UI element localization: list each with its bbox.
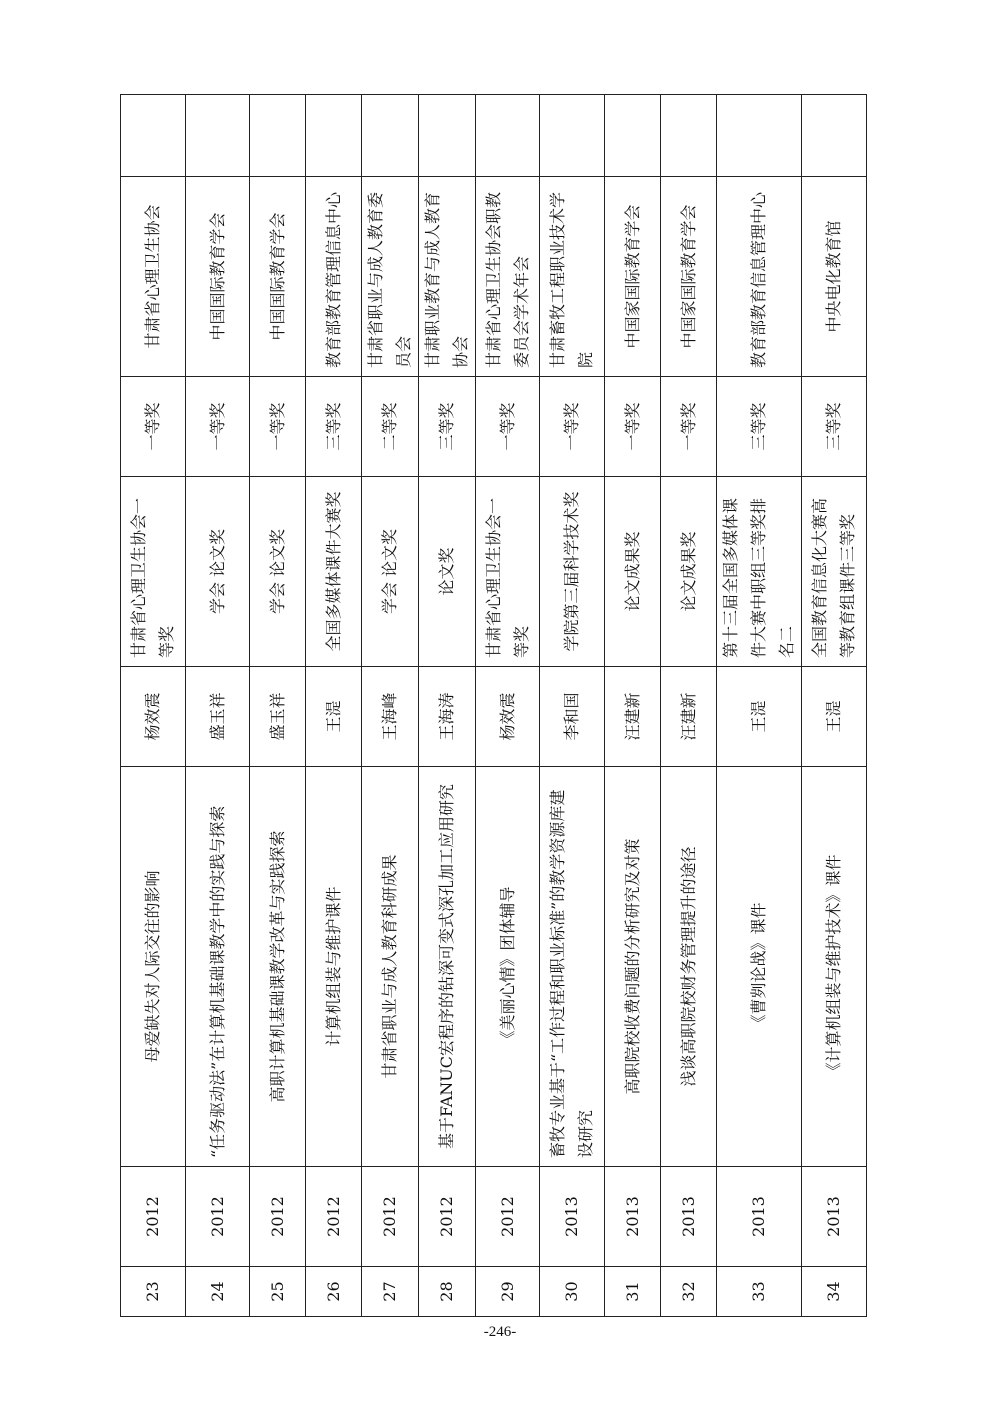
cell-grade: 一等奖	[250, 377, 306, 477]
cell-title: 浅谈高职院校财务管理提升的途径	[661, 767, 717, 1167]
cell-year: 2012	[186, 1167, 250, 1267]
cell-year: 2013	[717, 1167, 802, 1267]
cell-grade: 三等奖	[306, 377, 362, 477]
cell-org: 中国家国际教育学会	[661, 177, 717, 377]
cell-title: 《美丽心情》团体辅导	[476, 767, 540, 1167]
cell-award: 第十三届全国多媒体课件大赛中职组三等奖排名二	[717, 477, 802, 667]
page-number: -246-	[483, 1324, 517, 1340]
cell-year: 2012	[121, 1167, 186, 1267]
cell-org: 中国家国际教育学会	[605, 177, 661, 377]
cell-title: 高职计算机基础课教学改革与实践探索	[250, 767, 306, 1167]
table-row	[476, 95, 540, 1317]
cell-remark	[419, 95, 476, 177]
cell-author: 王湜	[306, 667, 362, 767]
cell-award: 论文奖	[419, 477, 476, 667]
cell-author: 王湜	[717, 667, 802, 767]
cell-award: 论文成果奖	[661, 477, 717, 667]
cell-year: 2012	[250, 1167, 306, 1267]
cell-grade: 一等奖	[186, 377, 250, 477]
cell-title: 畜牧专业基于“工作过程和职业标准”的教学资源库建设研究	[540, 767, 605, 1167]
cell-remark	[121, 95, 186, 177]
cell-author: 王湜	[802, 667, 867, 767]
cell-author: 汪建新	[605, 667, 661, 767]
cell-grade: 一等奖	[661, 377, 717, 477]
rotated-table-container	[120, 95, 857, 1317]
table-row	[121, 95, 186, 1317]
cell-award: 学会 论文奖	[186, 477, 250, 667]
cell-title: 高职院校收费问题的分析研究及对策	[605, 767, 661, 1167]
cell-title: 甘肃省职业与成人教育科研成果	[362, 767, 419, 1167]
table-row	[540, 95, 605, 1317]
table-row	[362, 95, 419, 1317]
cell-no: 29	[476, 1267, 540, 1317]
cell-award: 学会 论文奖	[362, 477, 419, 667]
cell-grade: 三等奖	[802, 377, 867, 477]
cell-year: 2013	[605, 1167, 661, 1267]
cell-grade: 二等奖	[362, 377, 419, 477]
table-row	[802, 95, 867, 1317]
cell-year: 2012	[306, 1167, 362, 1267]
cell-title: 基于FANUC宏程序的钻深可变式深孔加工应用研究	[419, 767, 476, 1167]
cell-org: 甘肃省心理卫生协会	[121, 177, 186, 377]
cell-author: 王海峰	[362, 667, 419, 767]
table-row	[661, 95, 717, 1317]
cell-remark	[717, 95, 802, 177]
cell-no: 26	[306, 1267, 362, 1317]
cell-grade: 一等奖	[121, 377, 186, 477]
cell-remark	[362, 95, 419, 177]
cell-year: 2013	[802, 1167, 867, 1267]
cell-year: 2012	[362, 1167, 419, 1267]
cell-remark	[661, 95, 717, 177]
cell-award: 全国教育信息化大赛高等教育组课件三等奖	[802, 477, 867, 667]
cell-author: 王海涛	[419, 667, 476, 767]
awards-table	[120, 94, 867, 1317]
cell-award: 学院第三届科学技术奖	[540, 477, 605, 667]
cell-no: 34	[802, 1267, 867, 1317]
cell-org: 教育部教育管理信息中心	[306, 177, 362, 377]
cell-no: 23	[121, 1267, 186, 1317]
cell-remark	[802, 95, 867, 177]
cell-org: 甘肃畜牧工程职业技术学院	[540, 177, 605, 377]
cell-remark	[186, 95, 250, 177]
cell-remark	[306, 95, 362, 177]
cell-grade: 一等奖	[476, 377, 540, 477]
table-row	[717, 95, 802, 1317]
cell-no: 27	[362, 1267, 419, 1317]
cell-grade: 一等奖	[540, 377, 605, 477]
cell-org: 甘肃省职业与成人教育委员会	[362, 177, 419, 377]
cell-author: 盛玉祥	[250, 667, 306, 767]
cell-award: 甘肃省心理卫生协会一等奖	[121, 477, 186, 667]
cell-org: 中国国际教育学会	[186, 177, 250, 377]
cell-author: 杨效震	[476, 667, 540, 767]
table-row	[250, 95, 306, 1317]
cell-grade: 三等奖	[717, 377, 802, 477]
cell-award: 论文成果奖	[605, 477, 661, 667]
cell-year: 2013	[540, 1167, 605, 1267]
cell-org: 中央电化教育馆	[802, 177, 867, 377]
cell-remark	[250, 95, 306, 177]
cell-author: 李和国	[540, 667, 605, 767]
cell-no: 30	[540, 1267, 605, 1317]
cell-org: 教育部教育信息管理中心	[717, 177, 802, 377]
cell-grade: 一等奖	[605, 377, 661, 477]
cell-no: 25	[250, 1267, 306, 1317]
cell-year: 2013	[661, 1167, 717, 1267]
cell-award: 甘肃省心理卫生协会一等奖	[476, 477, 540, 667]
cell-title: 母爱缺失对人际交往的影响	[121, 767, 186, 1167]
cell-remark	[605, 95, 661, 177]
cell-title: “任务驱动法”在计算机基础课教学中的实践与探索	[186, 767, 250, 1167]
cell-no: 28	[419, 1267, 476, 1317]
cell-award: 学会 论文奖	[250, 477, 306, 667]
cell-title: 《曹刿论战》课件	[717, 767, 802, 1167]
cell-remark	[476, 95, 540, 177]
table-row	[605, 95, 661, 1317]
table-row	[419, 95, 476, 1317]
cell-remark	[540, 95, 605, 177]
table-row	[306, 95, 362, 1317]
cell-no: 24	[186, 1267, 250, 1317]
cell-no: 33	[717, 1267, 802, 1317]
cell-year: 2012	[419, 1167, 476, 1267]
cell-year: 2012	[476, 1167, 540, 1267]
cell-title: 计算机组装与维护课件	[306, 767, 362, 1167]
cell-org: 甘肃省心理卫生协会职教委员会学术年会	[476, 177, 540, 377]
cell-award: 全国多媒体课件大赛奖	[306, 477, 362, 667]
cell-author: 盛玉祥	[186, 667, 250, 767]
cell-no: 31	[605, 1267, 661, 1317]
table-row	[186, 95, 250, 1317]
cell-grade: 三等奖	[419, 377, 476, 477]
cell-org: 甘肃职业教育与成人教育协会	[419, 177, 476, 377]
cell-no: 32	[661, 1267, 717, 1317]
cell-title: 《计算机组装与维护技术》课件	[802, 767, 867, 1167]
cell-org: 中国国际教育学会	[250, 177, 306, 377]
cell-author: 杨效震	[121, 667, 186, 767]
cell-author: 汪建新	[661, 667, 717, 767]
